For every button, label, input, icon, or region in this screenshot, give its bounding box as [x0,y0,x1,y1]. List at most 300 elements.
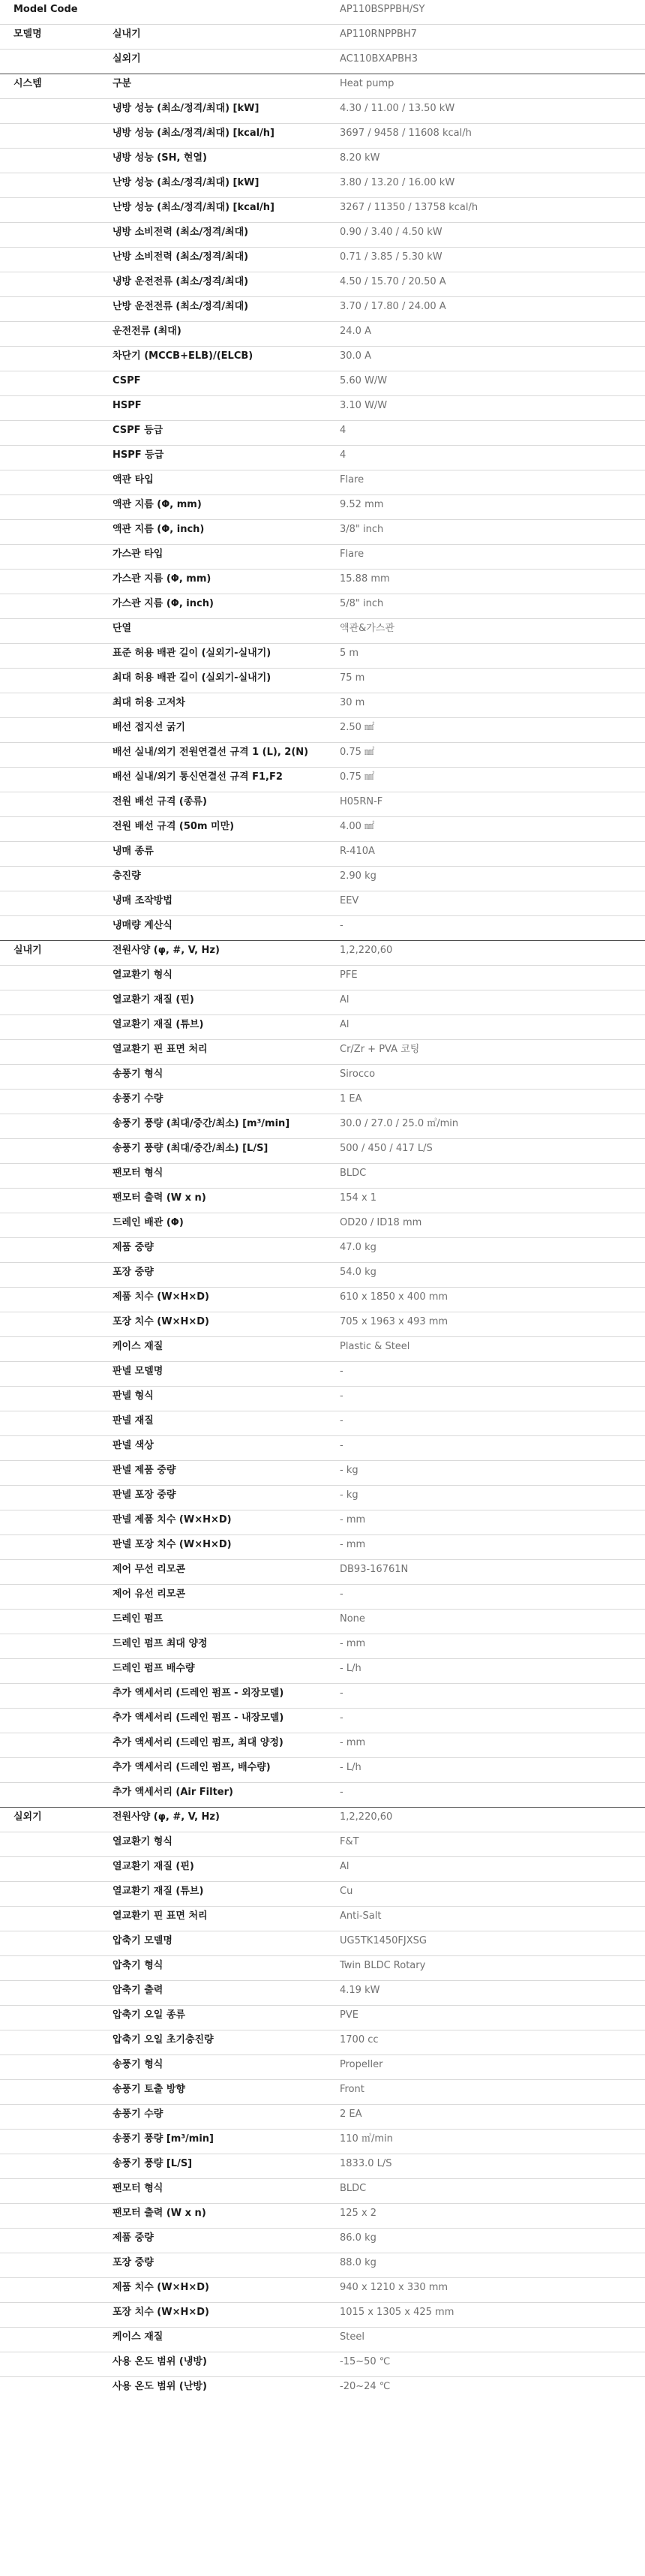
spec-row [0,816,645,841]
spec-value: 4.00 ㎟ [340,821,375,832]
spec-value: 2.90 kg [340,870,376,882]
spec-label: 압축기 출력 [112,1985,164,1996]
spec-label: 표준 허용 배관 길이 (실외기-실내기) [112,648,272,659]
spec-value: F&T [340,1836,359,1847]
spec-value: 4.50 / 15.70 / 20.50 A [340,276,446,287]
spec-value: - kg [340,1489,358,1501]
spec-label: 드레인 펌프 최대 양정 [112,1638,208,1649]
spec-label: 냉방 성능 (SH, 현열) [112,152,207,164]
spec-label: 케이스 재질 [112,2331,164,2343]
spec-label: CSPF [112,375,141,386]
spec-label: 배선 실내/외기 통신연결선 규격 F1,F2 [112,771,283,783]
spec-row [0,2129,645,2154]
spec-row [0,1757,645,1782]
spec-value: Steel [340,2331,364,2343]
group-spacer [0,545,112,569]
group-spacer [0,446,112,470]
group-spacer [0,1362,112,1386]
spec-row [0,1138,645,1163]
spec-label: 추가 액세서리 (드레인 펌프 - 내장모델) [112,1712,284,1724]
spec-row [0,2327,645,2352]
spec-label: 최대 허용 고저차 [112,697,185,708]
spec-row [0,2030,645,2054]
group-spacer [0,1832,112,1856]
spec-value: 3267 / 11350 / 13758 kcal/h [340,202,478,213]
spec-value: 75 m [340,672,365,684]
spec-label: 액관 지름 (Φ, inch) [112,524,205,535]
spec-value: 705 x 1963 x 493 mm [340,1316,448,1327]
spec-row [0,1584,645,1609]
spec-label: 열교환기 재질 (튜브) [112,1019,204,1030]
spec-row [0,1163,645,1188]
group-spacer [0,1040,112,1064]
spec-label: 압축기 모델명 [112,1935,172,1946]
group-spacer [0,570,112,594]
group-spacer [0,966,112,990]
spec-value: OD20 / ID18 mm [340,1217,422,1228]
spec-label: 판넬 제품 중량 [112,1465,176,1476]
spec-label: 송풍기 토출 방향 [112,2084,185,2095]
spec-value: 940 x 1210 x 330 mm [340,2282,448,2293]
group-spacer [0,1857,112,1881]
spec-value: 9.52 mm [340,499,384,510]
group-spacer [0,1709,112,1733]
spec-value: 5.60 W/W [340,375,388,386]
spec-row [0,222,645,247]
spec-row [0,618,645,643]
group-spacer [0,1882,112,1906]
group-spacer [0,1981,112,2005]
spec-value: Al [340,1861,350,1872]
group-spacer [0,1733,112,1757]
spec-row [0,1955,645,1980]
spec-row [0,321,645,346]
group-spacer [0,644,112,668]
spec-value: 500 / 450 / 417 L/S [340,1143,433,1154]
spec-label: 제어 무선 리모콘 [112,1564,185,1575]
group-spacer [0,322,112,346]
spec-label: 판넬 모델명 [112,1366,164,1377]
spec-value: BLDC [340,2183,367,2194]
group-spacer [0,1436,112,1460]
spec-value: 1833.0 L/S [340,2158,392,2169]
spec-label: 열교환기 핀 표면 처리 [112,1044,208,1055]
spec-value: None [340,1613,365,1625]
spec-label: 가스관 지름 (Φ, mm) [112,573,212,585]
spec-row [0,1460,645,1485]
group-spacer [0,1659,112,1683]
spec-row [0,2154,645,2178]
group-spacer [0,1411,112,1435]
group-spacer [0,1634,112,1658]
spec-label: 판넬 형식 [112,1390,154,1402]
spec-row [0,866,645,891]
group-spacer [0,1956,112,1980]
spec-value: Twin BLDC Rotary [340,1960,426,1971]
group-spacer [0,1560,112,1584]
spec-value: 1700 cc [340,2034,379,2045]
spec-row [0,767,645,792]
spec-value: 1,2,220,60 [340,945,393,956]
spec-label: 제품 치수 (W×H×D) [112,1291,209,1303]
spec-value: 3.10 W/W [340,400,388,411]
spec-label: 난방 성능 (최소/정격/최대) [kcal/h] [112,202,275,213]
spec-label: 가스관 지름 (Φ, inch) [112,598,214,609]
spec-label: 압축기 형식 [112,1960,164,1971]
group-spacer [0,2006,112,2030]
spec-row [0,891,645,915]
spec-row [0,2005,645,2030]
spec-row [0,123,645,148]
spec-label: 송풍기 수량 [112,1093,164,1105]
spec-row [0,445,645,470]
group-spacer [0,990,112,1014]
spec-value: 액관&가스관 [340,623,394,634]
spec-value: 30.0 / 27.0 / 25.0 ㎥/min [340,1118,459,1129]
spec-value: 47.0 kg [340,1242,376,1253]
spec-value: 154 x 1 [340,1192,377,1204]
spec-label: 배선 접지선 굵기 [112,722,185,733]
spec-label: 충진량 [112,870,141,882]
group-spacer [0,1907,112,1931]
spec-label: 냉방 운전전류 (최소/정격/최대) [112,276,249,287]
group-name: 실외기 [14,1811,42,1823]
spec-value: - mm [340,1539,366,1550]
spec-value: 4 [340,425,346,436]
spec-row [0,1114,645,1138]
spec-row [0,395,645,420]
group-spacer [0,1486,112,1510]
spec-value: 610 x 1850 x 400 mm [340,1291,448,1303]
spec-row [0,2277,645,2302]
spec-value: 5 m [340,648,359,659]
spec-value: - kg [340,1465,358,1476]
group-spacer [0,371,112,395]
spec-label: 냉매 종류 [112,846,154,857]
spec-label: 전원사양 (φ, #, V, Hz) [112,945,220,956]
spec-value: Al [340,994,350,1005]
spec-row [0,1485,645,1510]
group-spacer [0,594,112,618]
spec-label: 송풍기 풍량 [L/S] [112,2158,193,2169]
spec-label: 사용 온도 범위 (냉방) [112,2356,207,2367]
spec-label: 판넬 포장 중량 [112,1489,176,1501]
group-spacer [0,2328,112,2352]
spec-label: 추가 액세서리 (드레인 펌프 - 외장모델) [112,1688,284,1699]
group-spacer [0,1783,112,1807]
spec-label: 드레인 펌프 배수량 [112,1663,195,1674]
spec-value: - [340,1787,344,1798]
spec-value: PFE [340,969,358,981]
spec-row [0,420,645,445]
spec-label: 드레인 배관 (Φ) [112,1217,184,1228]
spec-value: 0.71 / 3.85 / 5.30 kW [340,251,442,263]
spec-row [0,148,645,173]
group-spacer [0,50,112,74]
spec-row [0,470,645,494]
spec-value: 1015 x 1305 x 425 mm [340,2307,454,2318]
spec-value: 3/8" inch [340,524,384,535]
spec-value: Flare [340,549,364,560]
spec-row [0,1634,645,1658]
spec-label: 팬모터 형식 [112,1168,164,1179]
spec-label: 제어 유선 리모콘 [112,1589,185,1600]
group-spacer [0,2080,112,2104]
spec-value: Front [340,2084,364,2095]
spec-row [0,1782,645,1807]
spec-row [0,1832,645,1856]
spec-label: 난방 성능 (최소/정격/최대) [kW] [112,177,260,188]
spec-label: 실외기 [112,53,141,65]
spec-value: -15~50 ℃ [340,2356,391,2367]
group-spacer [0,520,112,544]
spec-value: - [340,920,344,931]
spec-label: 송풍기 수량 [112,2109,164,2120]
spec-label: 제품 치수 (W×H×D) [112,2282,209,2293]
spec-label: 열교환기 형식 [112,969,172,981]
spec-row [0,1807,645,1832]
group-name: 모델명 [14,29,42,40]
spec-label: 판넬 색상 [112,1440,154,1451]
spec-label: 케이스 재질 [112,1341,164,1352]
group-spacer [0,1312,112,1336]
spec-row [0,1039,645,1064]
group-spacer [0,1535,112,1559]
spec-label: 난방 운전전류 (최소/정격/최대) [112,301,249,312]
spec-row [0,569,645,594]
spec-label: 추가 액세서리 (Air Filter) [112,1787,233,1798]
spec-value: - L/h [340,1762,362,1773]
group-spacer [0,1510,112,1534]
group-spacer [0,1015,112,1039]
spec-value: Heat pump [340,78,394,89]
spec-value: - [340,1712,344,1724]
spec-row [0,668,645,693]
spec-row [0,965,645,990]
spec-row [0,1064,645,1089]
spec-label: 제품 중량 [112,1242,154,1253]
group-spacer [0,1189,112,1213]
spec-value: AC110BXAPBH3 [340,53,418,65]
spec-value: Al [340,1019,350,1030]
group-spacer [0,99,112,123]
spec-value: 4 [340,449,346,461]
group-spacer [0,173,112,197]
spec-value: H05RN-F [340,796,383,807]
spec-value: 3.80 / 13.20 / 16.00 kW [340,177,455,188]
spec-value: 1 EA [340,1093,362,1105]
spec-row [0,693,645,717]
group-spacer [0,2154,112,2178]
spec-value: - [340,1440,344,1451]
spec-row [0,990,645,1014]
spec-value: 5/8" inch [340,598,384,609]
spec-label: 사용 온도 범위 (난방) [112,2381,207,2392]
spec-value: - [340,1688,344,1699]
group-spacer [0,347,112,371]
group-spacer [0,891,112,915]
spec-label: CSPF 등급 [112,425,164,436]
group-spacer [0,817,112,841]
spec-label: 냉방 성능 (최소/정격/최대) [kcal/h] [112,128,275,139]
spec-row [0,717,645,742]
spec-value: - [340,1390,344,1402]
spec-row [0,1510,645,1534]
spec-row [0,1287,645,1312]
spec-label: 드레인 펌프 [112,1613,164,1625]
spec-value: - mm [340,1514,366,1525]
spec-label: 송풍기 형식 [112,2059,164,2070]
spec-label: 팬모터 출력 (W x n) [112,1192,206,1204]
spec-row [0,1411,645,1435]
spec-value: - L/h [340,1663,362,1674]
spec-row [0,371,645,395]
spec-label: 열교환기 재질 (튜브) [112,1886,204,1897]
group-spacer [0,1213,112,1237]
spec-row [0,1683,645,1708]
group-name: 실내기 [14,945,42,956]
group-spacer [0,916,112,940]
group-name: 시스템 [14,78,42,89]
spec-row [0,1361,645,1386]
spec-value: - [340,1366,344,1377]
group-spacer [0,1263,112,1287]
group-spacer [0,297,112,321]
spec-row [0,1906,645,1931]
spec-label: 압축기 오일 초기충진량 [112,2034,214,2045]
group-spacer [0,1684,112,1708]
spec-row [0,74,645,98]
spec-value: 86.0 kg [340,2232,376,2244]
spec-label: 열교환기 핀 표면 처리 [112,1910,208,1922]
group-spacer [0,1238,112,1262]
spec-label: 액관 지름 (Φ, mm) [112,499,202,510]
spec-label: 배선 실내/외기 전원연결선 규격 1 (L), 2(N) [112,747,309,758]
spec-value: 8.20 kW [340,152,380,164]
spec-value: 0.75 ㎟ [340,747,375,758]
spec-row [0,792,645,816]
group-spacer [0,2303,112,2327]
group-spacer [0,470,112,494]
spec-row [0,1980,645,2005]
group-spacer [0,2278,112,2302]
group-spacer [0,124,112,148]
spec-row [0,49,645,74]
spec-label: 추가 액세서리 (드레인 펌프, 배수량) [112,1762,271,1773]
spec-label: 송풍기 형식 [112,1069,164,1080]
spec-label: 열교환기 형식 [112,1836,172,1847]
spec-label: 송풍기 풍량 (최대/중간/최소) [L/S] [112,1143,268,1154]
spec-row [0,25,645,49]
group-spacer [0,743,112,767]
spec-row [0,1559,645,1584]
spec-row [0,1658,645,1683]
spec-label: 포장 중량 [112,1267,154,1278]
spec-label: 냉방 성능 (최소/정격/최대) [kW] [112,103,260,114]
group-spacer [0,2055,112,2079]
group-spacer [0,619,112,643]
spec-label: 송풍기 풍량 (최대/중간/최소) [m³/min] [112,1118,290,1129]
group-spacer [0,1610,112,1634]
spec-row [0,2253,645,2277]
group-spacer [0,1139,112,1163]
spec-row [0,1213,645,1237]
spec-label: 열교환기 재질 (핀) [112,1861,194,1872]
spec-label: 열교환기 재질 (핀) [112,994,194,1005]
group-spacer [0,1461,112,1485]
spec-row [0,2302,645,2327]
group-spacer [0,2352,112,2376]
group-spacer [0,198,112,222]
spec-label: 팬모터 형식 [112,2183,164,2194]
group-spacer [0,2253,112,2277]
spec-row [0,2104,645,2129]
spec-row [0,98,645,123]
group-spacer [0,867,112,891]
spec-value: 2.50 ㎟ [340,722,375,733]
group-spacer [0,2229,112,2253]
group-spacer [0,669,112,693]
spec-value: Cu [340,1886,353,1897]
group-spacer [0,223,112,247]
spec-label: 냉매 조작방법 [112,895,172,906]
spec-value: DB93-16761N [340,1564,409,1575]
spec-row [0,1089,645,1114]
spec-value: 24.0 A [340,326,371,337]
spec-label: 가스관 타입 [112,549,164,560]
group-spacer [0,1337,112,1361]
spec-value: Anti-Salt [340,1910,382,1922]
spec-row [0,2228,645,2253]
spec-value: UG5TK1450FJXSG [340,1935,427,1946]
spec-value: 3697 / 9458 / 11608 kcal/h [340,128,472,139]
spec-label: HSPF 등급 [112,449,164,461]
spec-row [0,643,645,668]
spec-label: 난방 소비전력 (최소/정격/최대) [112,251,249,263]
spec-label: 판넬 포장 치수 (W×H×D) [112,1539,232,1550]
group-spacer [0,272,112,296]
spec-value: PVE [340,2009,358,2021]
spec-label: 전원사양 (φ, #, V, Hz) [112,1811,220,1823]
spec-row [0,940,645,965]
spec-row [0,1534,645,1559]
spec-value: 30 m [340,697,365,708]
spec-value: 2 EA [340,2109,362,2120]
group-spacer [0,1164,112,1188]
spec-row [0,1336,645,1361]
group-spacer [0,2179,112,2203]
spec-value: Sirocco [340,1069,376,1080]
spec-value: 30.0 A [340,350,371,362]
model-code-row [0,0,645,25]
spec-row [0,2352,645,2376]
spec-row [0,841,645,866]
spec-value: 1,2,220,60 [340,1811,393,1823]
spec-row [0,247,645,272]
spec-row [0,1262,645,1287]
group-spacer [0,1931,112,1955]
spec-row [0,544,645,569]
spec-value: BLDC [340,1168,367,1179]
spec-label: 실내기 [112,29,141,40]
spec-value: Plastic & Steel [340,1341,410,1352]
group-spacer [0,1585,112,1609]
spec-row [0,1708,645,1733]
group-spacer [0,718,112,742]
spec-row [0,272,645,296]
spec-value: Flare [340,474,364,485]
model-code-value: AP110BSPPBH/SY [340,4,425,15]
